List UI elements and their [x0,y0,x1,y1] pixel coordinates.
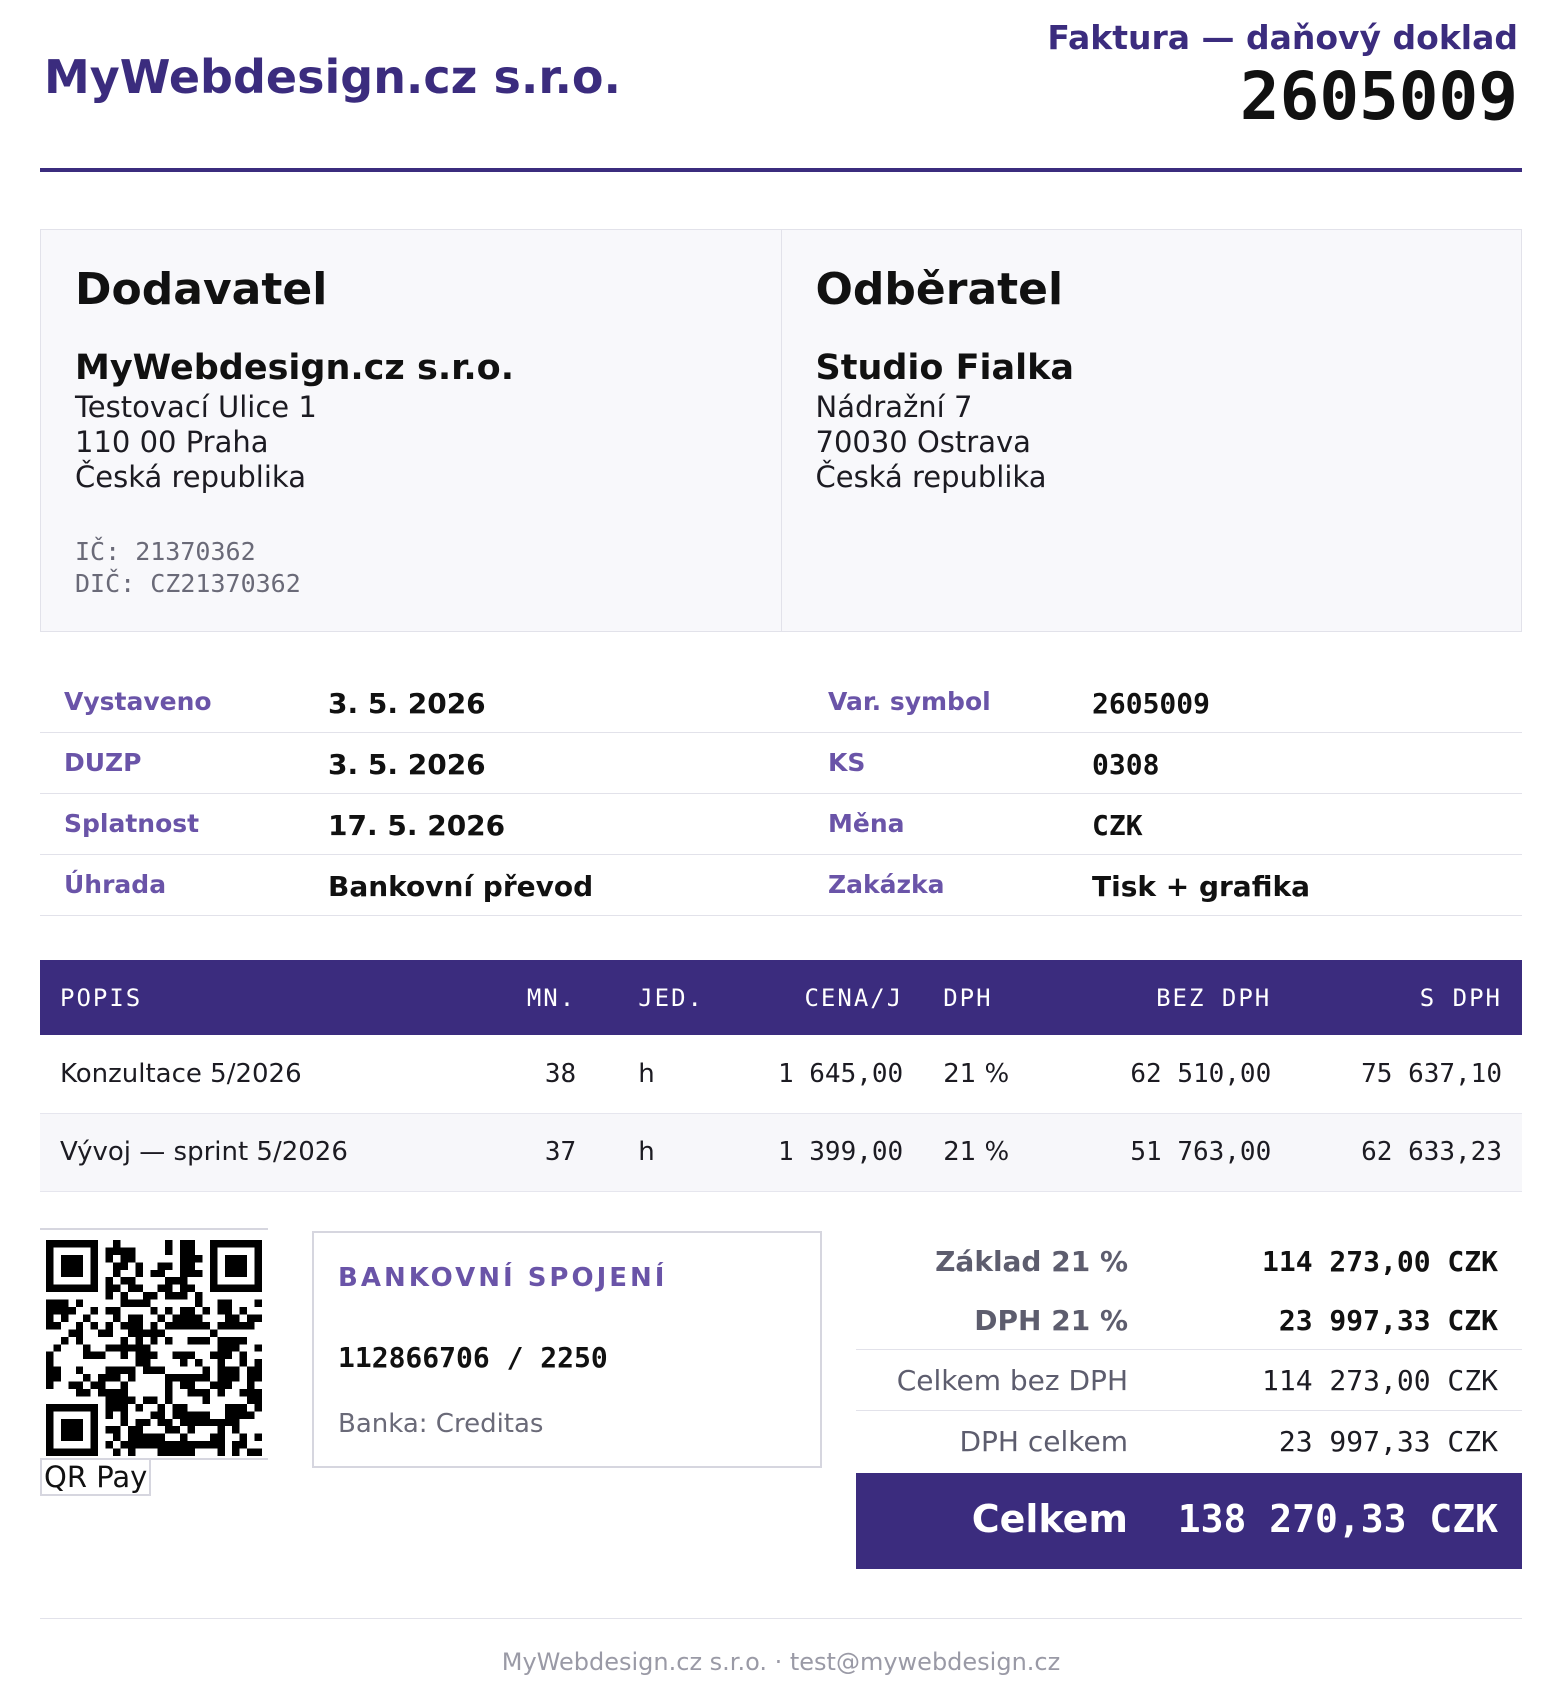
column-header-vat: DPH [923,960,1043,1035]
meta-value: 3. 5. 2026 [328,687,486,720]
column-header-price: CENA/J [724,960,923,1035]
item-vat: 21 % [923,1113,1043,1191]
meta-row [40,855,1522,916]
grand-total-label: Celkem [971,1497,1128,1541]
item-gross: 62 633,23 [1291,1113,1522,1191]
net-total-label: Celkem bez DPH [896,1364,1128,1397]
invoice-header [40,0,1522,172]
meta-row [40,733,1522,794]
customer-city: 70030 Ostrava [815,425,1031,459]
table-row [40,1035,1522,1113]
meta-label: Splatnost [64,809,200,838]
company-brand: MyWebdesign.cz s.r.o. [44,50,621,104]
meta-row [40,794,1522,855]
supplier-city: 110 00 Praha [75,425,269,459]
vat-total-value: 23 997,33 CZK [1278,1425,1498,1458]
meta-label: DUZP [64,748,142,777]
item-net: 62 510,00 [1043,1035,1291,1113]
footer-divider [40,1618,1522,1619]
item-vat: 21 % [923,1035,1043,1113]
base-value: 114 273,00 CZK [1261,1245,1498,1278]
item-desc: Vývoj — sprint 5/2026 [40,1113,496,1191]
item-qty: 38 [496,1035,596,1113]
column-header-net: BEZ DPH [1043,960,1291,1035]
bank-account: 112866706 / 2250 [338,1341,608,1374]
customer-name: Studio Fialka [815,348,1075,388]
vat-value: 23 997,33 CZK [1278,1304,1498,1337]
base-label: Základ 21 % [935,1245,1128,1278]
item-unit: h [596,1035,724,1113]
item-gross: 75 637,10 [1291,1035,1522,1113]
bank-title: BANKOVNÍ SPOJENÍ [338,1263,668,1293]
meta-value: Bankovní převod [328,870,594,903]
supplier-ids [75,536,301,600]
meta-label: Úhrada [64,870,167,899]
supplier-block [41,230,781,631]
bank-name: Banka: Creditas [338,1409,544,1439]
grand-total-bar [856,1473,1522,1569]
meta-label: Měna [828,809,905,838]
meta-label: KS [828,748,866,777]
supplier-address [75,390,317,495]
supplier-country: Česká republika [75,460,306,494]
invoice-number: 2605009 [1239,58,1518,135]
item-price: 1 399,00 [724,1113,923,1191]
meta-value: CZK [1092,809,1143,842]
bank-details-box [312,1231,822,1468]
footer-text: MyWebdesign.cz s.r.o. · test@mywebdesign.cz [501,1648,1061,1676]
meta-row [40,672,1522,733]
customer-block [781,230,1522,631]
item-desc: Konzultace 5/2026 [40,1035,496,1113]
supplier-ic: IČ: 21370362 [75,537,256,566]
customer-address [816,390,1047,495]
parties-panel [40,229,1522,632]
meta-value: 17. 5. 2026 [328,809,506,842]
meta-value: 2605009 [1092,687,1211,720]
table-header-row [40,960,1522,1035]
item-price: 1 645,00 [724,1035,923,1113]
net-total-value: 114 273,00 CZK [1261,1364,1498,1397]
qr-pay-code [46,1240,262,1456]
supplier-heading: Dodavatel [75,264,328,315]
item-unit: h [596,1113,724,1191]
customer-heading: Odběratel [815,264,1064,315]
document-type: Faktura — daňový doklad [1047,18,1518,57]
invoice-meta [40,672,1522,916]
supplier-name: MyWebdesign.cz s.r.o. [75,348,515,388]
column-header-unit: JED. [596,960,724,1035]
customer-street: Nádražní 7 [815,390,973,424]
column-header-desc: POPIS [40,960,496,1035]
vat-label: DPH 21 % [974,1304,1128,1337]
items-table [40,960,1522,1192]
meta-value: 3. 5. 2026 [328,748,486,781]
column-header-gross: S DPH [1291,960,1522,1035]
totals-row-base [856,1231,1522,1290]
table-row [40,1113,1522,1191]
column-header-qty: MN. [496,960,596,1035]
grand-total-value: 138 270,33 CZK [1177,1497,1498,1541]
qr-code-frame [40,1228,268,1460]
vat-total-label: DPH celkem [959,1425,1128,1458]
meta-label: Vystaveno [64,687,212,716]
meta-label: Zakázka [828,870,945,899]
totals-row-vat [856,1290,1522,1349]
qr-label: QR Pay [40,1460,151,1496]
totals-row-vat-total [856,1410,1522,1471]
meta-value: 0308 [1092,748,1160,781]
supplier-street: Testovací Ulice 1 [75,390,317,424]
customer-country: Česká republika [815,460,1047,494]
supplier-dic: DIČ: CZ21370362 [75,569,301,598]
item-qty: 37 [496,1113,596,1191]
item-net: 51 763,00 [1043,1113,1291,1191]
totals-summary [856,1231,1522,1471]
totals-row-net [856,1349,1522,1410]
meta-label: Var. symbol [828,687,991,716]
meta-value: Tisk + grafika [1092,870,1310,903]
